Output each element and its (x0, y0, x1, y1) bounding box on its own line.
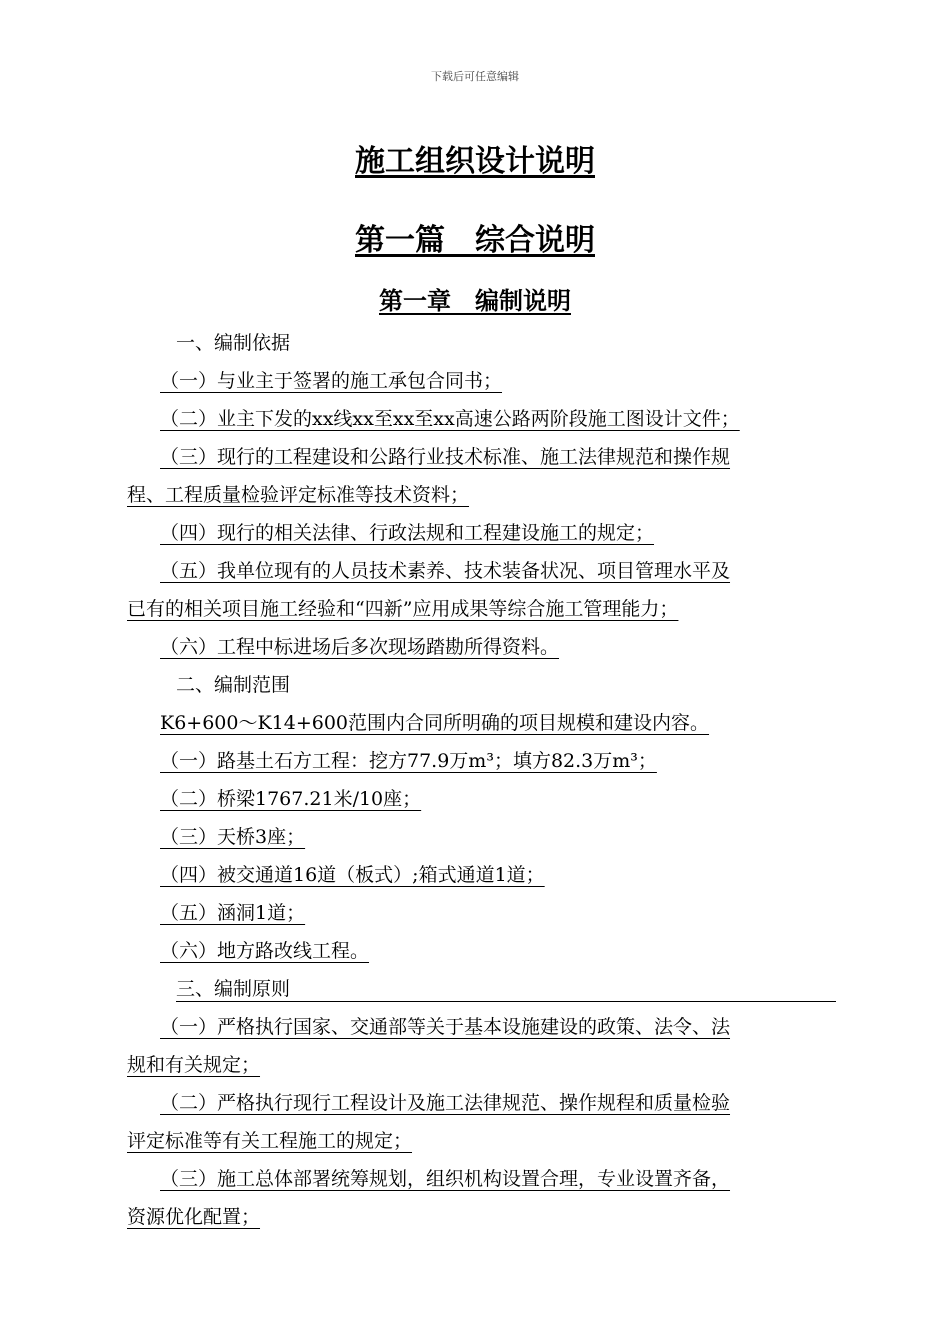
basis-item: （六）工程中标进场后多次现场踏勘所得资料。 (160, 636, 560, 658)
scope-item: （五）涵洞1道； (160, 902, 306, 924)
basis-item-continued: 已有的相关项目施工经验和“四新”应用成果等综合施工管理能力； (127, 598, 679, 620)
principle-item: （二）严格执行现行工程设计及施工法律规范、操作规程和质量检验 (160, 1092, 731, 1114)
document-title: 施工组织设计说明 (355, 144, 595, 179)
header-note: 下载后可任意编辑 (431, 70, 519, 83)
principle-item: （三）施工总体部署统筹规划，组织机构设置合理，专业设置齐备， (160, 1168, 731, 1190)
basis-item: （三）现行的工程建设和公路行业技术标准、施工法律规范和操作规 (160, 446, 731, 468)
scope-item: （一）路基土石方工程：挖方77.9万m³；填方82.3万m³； (160, 750, 657, 772)
principle-item: （一）严格执行国家、交通部等关于基本设施建设的政策、法令、法 (160, 1016, 731, 1038)
section-heading-principles: 三、编制原则 (176, 977, 836, 1002)
part-title: 第一篇 综合说明 (355, 223, 595, 258)
scope-item: （三）天桥3座； (160, 826, 306, 848)
section-heading-scope: 二、编制范围 (176, 674, 291, 696)
scope-item: （二）桥梁1767.21米/10座； (160, 788, 422, 810)
principle-item-continued: 资源优化配置； (127, 1206, 261, 1228)
chapter-title: 第一章 编制说明 (379, 286, 571, 315)
scope-intro: K6+600～K14+600范围内合同所明确的项目规模和建设内容。 (160, 712, 710, 734)
principle-item-continued: 评定标准等有关工程施工的规定； (127, 1130, 413, 1152)
basis-item-continued: 程、工程质量检验评定标准等技术资料； (127, 484, 470, 506)
section-heading-basis: 一、编制依据 (176, 332, 291, 354)
principle-item-continued: 规和有关规定； (127, 1054, 261, 1076)
basis-item: （四）现行的相关法律、行政法规和工程建设施工的规定； (160, 522, 655, 544)
basis-item: （一）与业主于签署的施工承包合同书； (160, 370, 503, 392)
scope-item: （六）地方路改线工程。 (160, 940, 370, 962)
basis-item: （二）业主下发的xx线xx至xx至xx高速公路两阶段施工图设计文件； (160, 408, 740, 430)
basis-item: （五）我单位现有的人员技术素养、技术装备状况、项目管理水平及 (160, 560, 731, 582)
scope-item: （四）被交通道16道（板式）;箱式通道1道； (160, 864, 545, 886)
